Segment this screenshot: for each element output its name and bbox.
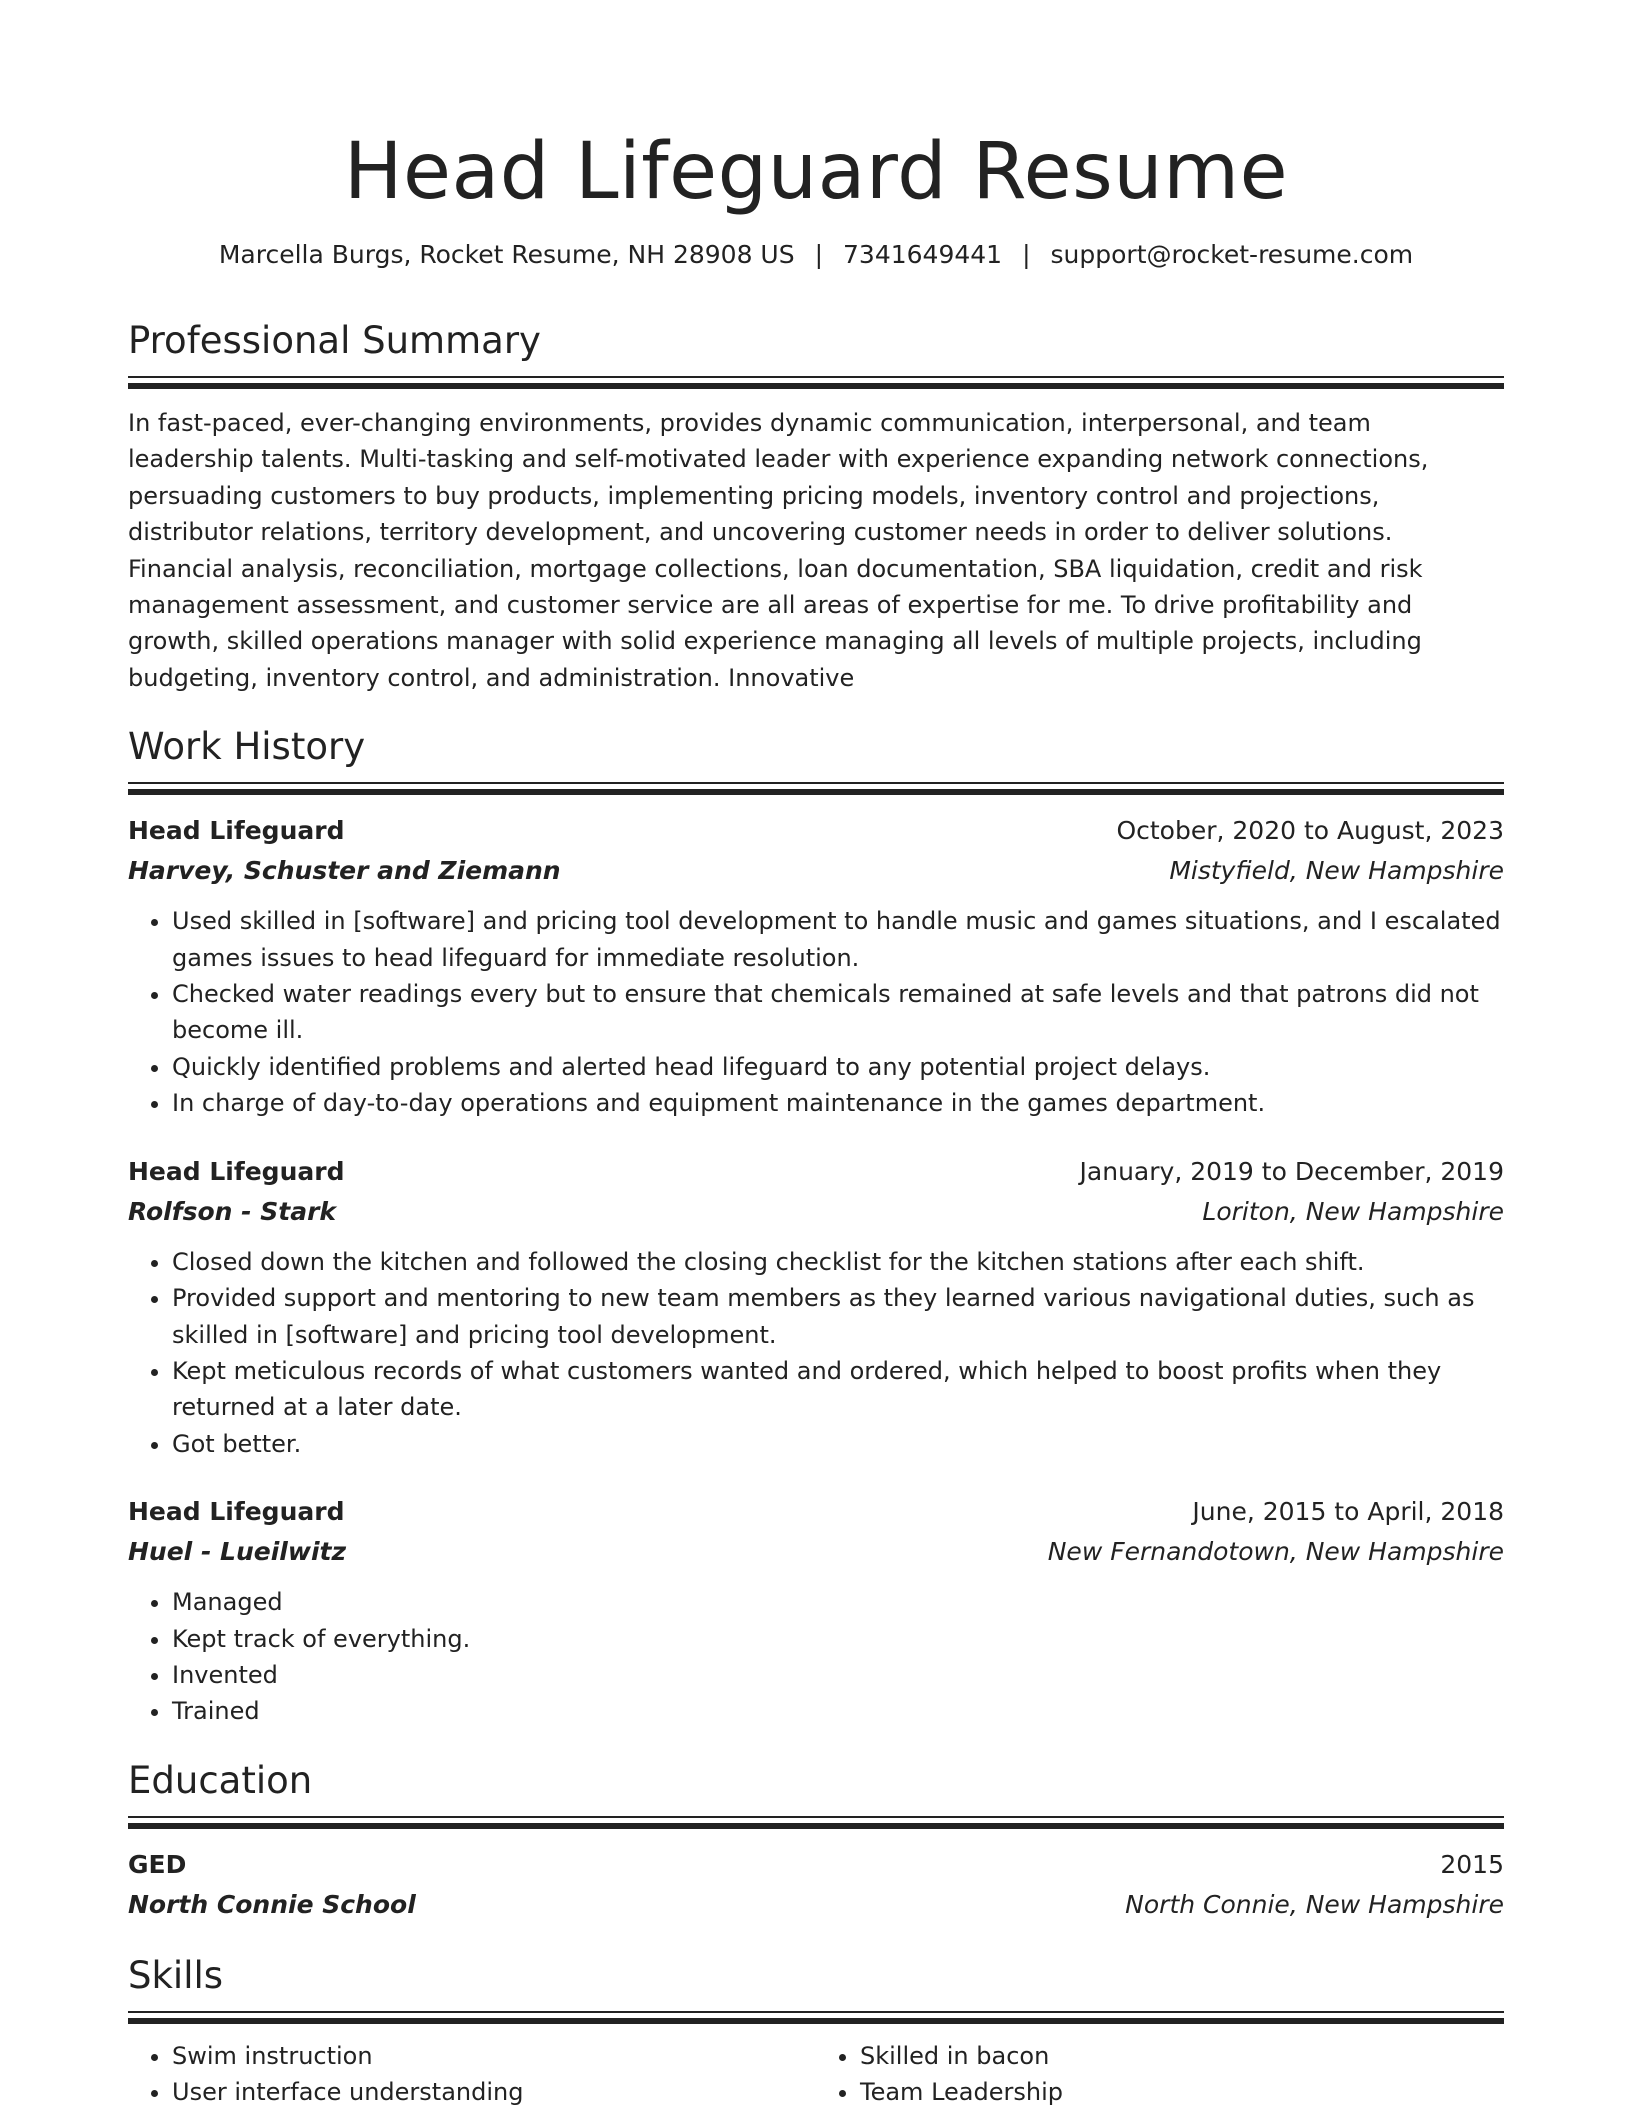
list-item: • Got better. — [172, 1426, 1504, 1462]
divider — [128, 789, 1504, 795]
job-header — [128, 811, 1504, 851]
job-location: Loriton, New Hampshire — [1202, 1196, 1504, 1226]
divider — [128, 2018, 1504, 2024]
job-location: Mistyfield, New Hampshire — [1169, 856, 1504, 886]
degree: GED — [128, 1849, 187, 1879]
section-heading: Education — [128, 1758, 313, 1802]
job-bullets — [128, 903, 1504, 1121]
list-item: • In charge of day-to-day operations and equipment maintenance in the games department. — [172, 1085, 1504, 1121]
section-heading: Skills — [128, 1953, 224, 1997]
list-item: • Managed — [172, 1584, 1504, 1620]
work-history-section — [128, 722, 1504, 1730]
job-entry — [128, 1152, 1504, 1462]
contact-email: support@rocket-resume.com — [1050, 240, 1414, 269]
job-entry — [128, 1492, 1504, 1730]
education-subheader — [128, 1885, 1504, 1925]
contact-separator: | — [1022, 240, 1031, 269]
job-bullets — [128, 1244, 1504, 1462]
skills-section — [128, 1951, 1504, 2110]
education-entry — [128, 1845, 1504, 1925]
job-title: Head Lifeguard — [128, 1497, 345, 1527]
skill-item: • Skilled in bacon — [860, 2038, 1504, 2074]
list-item: • Closed down the kitchen and followed the closing checklist for the kitchen stations after each shift. — [172, 1244, 1504, 1280]
section-heading: Professional Summary — [128, 319, 541, 362]
contact-separator: | — [814, 240, 824, 269]
list-item: • Provided support and mentoring to new team members as they learned various navigational duties, such as skilled in [software] and pricing tool development. — [172, 1280, 1504, 1353]
contact-address: Marcella Burgs, Rocket Resume, NH 28908 US — [218, 240, 795, 269]
job-location: New Fernandotown, New Hampshire — [1047, 1537, 1504, 1567]
job-title: Head Lifeguard — [128, 1156, 345, 1186]
job-header — [128, 1152, 1504, 1192]
summary-text: In fast-paced, ever-changing environments, provides dynamic communication, interpersonal, and team leadership talents. Multi-tasking and self-motivated leader with experience expanding network connections, persuading customers to buy products, implementing pricing models, inventory control and projections, distributor relations, territory development, and uncovering customer needs in order to deliver solutions. Financial analysis, reconciliation, mortgage collections, loan documentation, SBA liquidation, credit and risk management assessment, and customer service are all areas of expertise for me. To drive profitability and growth, skilled operations manager with solid experience managing all levels of multiple projects, including budgeting, inventory control, and administration. Innovative — [128, 409, 1429, 692]
job-dates: October, 2020 to August, 2023 — [1116, 816, 1504, 846]
list-item: • Quickly identified problems and alerted head lifeguard to any potential project delays. — [172, 1049, 1504, 1085]
list-item: • Kept meticulous records of what customers wanted and ordered, which helped to boost profits when they returned at a later date. — [172, 1353, 1504, 1426]
graduation-year: 2015 — [1440, 1849, 1504, 1879]
summary-section — [128, 316, 1504, 696]
resume-title: Head Lifeguard Resume — [343, 127, 1289, 217]
contact-phone: 7341649441 — [843, 240, 1003, 269]
divider — [128, 1823, 1504, 1829]
list-item: • Used skilled in [software] and pricing tool development to handle music and games situations, and I escalated games issues to head lifeguard for immediate resolution. — [172, 903, 1504, 976]
job-dates: January, 2019 to December, 2019 — [1079, 1156, 1504, 1186]
job-entry — [128, 811, 1504, 1121]
list-item: • Checked water readings every but to ensure that chemicals remained at safe levels and that patrons did not become ill. — [172, 976, 1504, 1049]
job-subheader — [128, 1532, 1504, 1572]
list-item: • Kept track of everything. — [172, 1621, 1504, 1657]
skills-right-column — [816, 2038, 1504, 2110]
job-header — [128, 1492, 1504, 1532]
job-subheader — [128, 851, 1504, 891]
company-name: Harvey, Schuster and Ziemann — [128, 856, 561, 886]
list-item: • Invented — [172, 1657, 1504, 1693]
company-name: Huel - Lueilwitz — [128, 1537, 347, 1567]
job-subheader — [128, 1192, 1504, 1232]
divider — [128, 1816, 1504, 1818]
divider — [128, 2011, 1504, 2013]
job-bullets — [128, 1584, 1504, 1730]
school-location: North Connie, New Hampshire — [1125, 1889, 1504, 1919]
divider — [128, 383, 1504, 389]
job-dates: June, 2015 to April, 2018 — [1192, 1497, 1504, 1527]
skill-item: • User interface understanding — [172, 2074, 816, 2110]
divider — [128, 782, 1504, 784]
contact-line — [128, 238, 1504, 272]
skills-left-column — [128, 2038, 816, 2110]
education-header — [128, 1845, 1504, 1885]
skill-item: • Swim instruction — [172, 2038, 816, 2074]
school-name: North Connie School — [128, 1889, 416, 1919]
skills-columns — [128, 2038, 1504, 2110]
skill-item: • Team Leadership — [860, 2074, 1504, 2110]
education-section — [128, 1756, 1504, 1925]
resume-page — [128, 0, 1504, 2110]
divider — [128, 376, 1504, 378]
job-title: Head Lifeguard — [128, 816, 345, 846]
company-name: Rolfson - Stark — [128, 1196, 337, 1226]
list-item: • Trained — [172, 1693, 1504, 1729]
section-heading: Work History — [128, 725, 366, 769]
